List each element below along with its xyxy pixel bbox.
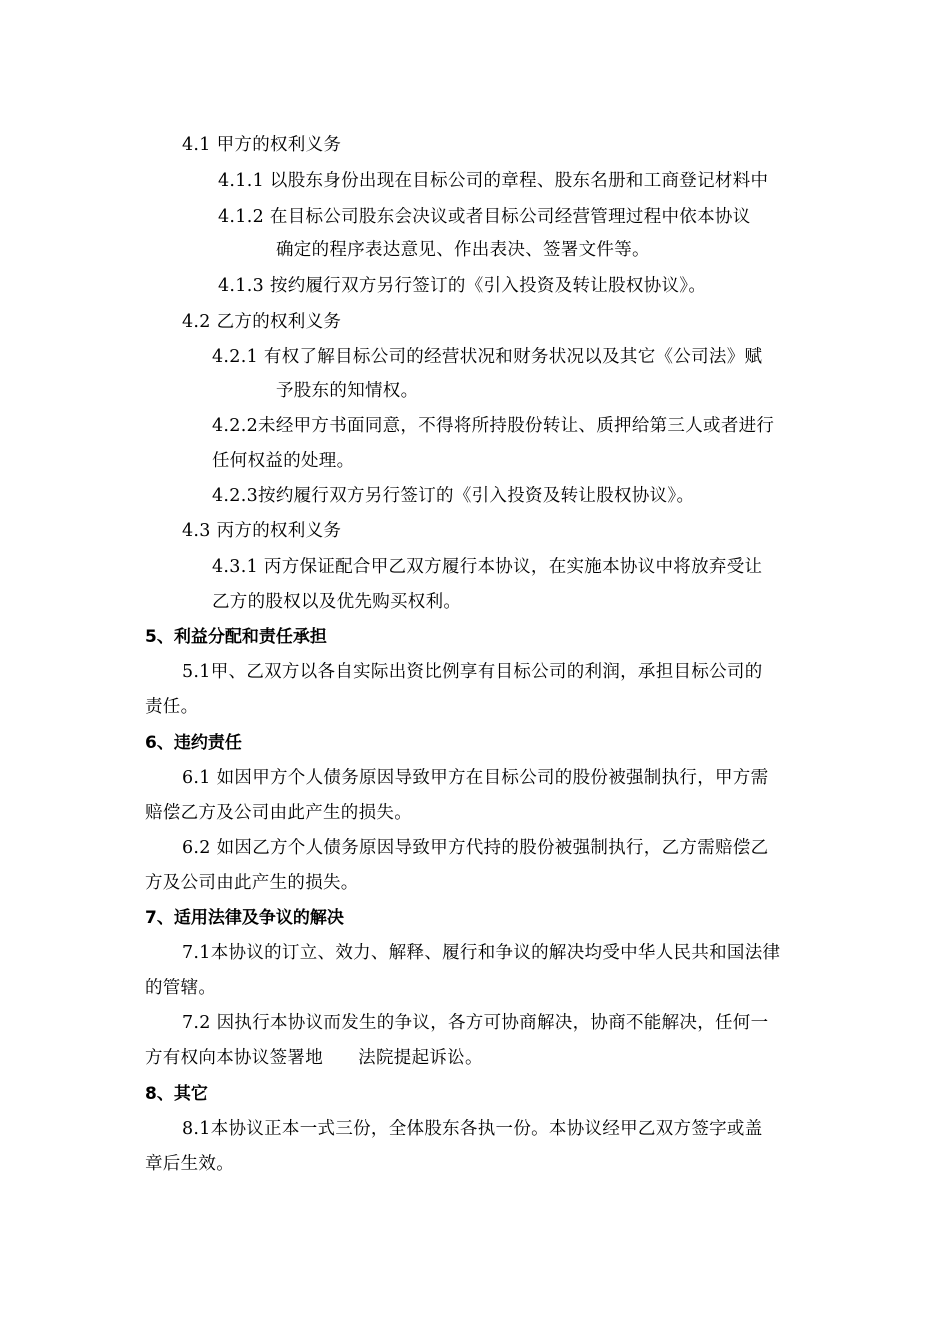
clause-7-2-line1: 7.2 因执行本协议而发生的争议，各方可协商解决，协商不能解决，任何一 — [182, 1013, 769, 1033]
clause-4-2-1-line2: 予股东的知情权。 — [276, 381, 419, 401]
clause-4-2-2-line1: 4.2.2未经甲方书面同意，不得将所持股份转让、质押给第三人或者进行 — [212, 416, 775, 436]
heading-5: 5、利益分配和责任承担 — [145, 627, 327, 647]
section-4-2-title: 4.2 乙方的权利义务 — [182, 312, 342, 332]
clause-5-1-line1: 5.1甲、乙双方以各自实际出资比例享有目标公司的利润，承担目标公司的 — [182, 662, 763, 682]
clause-7-2-line2: 方有权向本协议签署地 法院提起诉讼。 — [145, 1048, 483, 1068]
clause-7-1-line1: 7.1本协议的订立、效力、解释、履行和争议的解决均受中华人民共和国法律 — [182, 943, 781, 963]
clause-6-1-line2: 赔偿乙方及公司由此产生的损失。 — [145, 803, 412, 823]
clause-4-3-1-line1: 4.3.1 丙方保证配合甲乙双方履行本协议，在实施本协议中将放弃受让 — [212, 557, 763, 577]
clause-8-1-line1: 8.1本协议正本一式三份，全体股东各执一份。本协议经甲乙双方签字或盖 — [182, 1119, 763, 1139]
section-4-1-title: 4.1 甲方的权利义务 — [182, 135, 342, 155]
heading-8: 8、其它 — [145, 1084, 208, 1104]
clause-4-1-1: 4.1.1 以股东身份出现在目标公司的章程、股东名册和工商登记材料中 — [218, 171, 769, 191]
clause-6-2-line2: 方及公司由此产生的损失。 — [145, 873, 359, 893]
clause-7-1-line2: 的管辖。 — [145, 978, 217, 998]
clause-4-2-2-line2: 任何权益的处理。 — [212, 451, 355, 471]
section-4-3-title: 4.3 丙方的权利义务 — [182, 521, 342, 541]
clause-4-2-1-line1: 4.2.1 有权了解目标公司的经营状况和财务状况以及其它《公司法》赋 — [212, 347, 763, 367]
clause-4-3-1-line2: 乙方的股权以及优先购买权利。 — [212, 592, 462, 612]
clause-4-1-2-line1: 4.1.2 在目标公司股东会决议或者目标公司经营管理过程中依本协议 — [218, 207, 751, 227]
clause-4-1-2-line2: 确定的程序表达意见、作出表决、签署文件等。 — [276, 240, 650, 260]
clause-6-2-line1: 6.2 如因乙方个人债务原因导致甲方代持的股份被强制执行，乙方需赔偿乙 — [182, 838, 769, 858]
clause-8-1-line2: 章后生效。 — [145, 1154, 234, 1174]
clause-5-1-line2: 责任。 — [145, 697, 199, 717]
clause-4-1-3: 4.1.3 按约履行双方另行签订的《引入投资及转让股权协议》。 — [218, 276, 707, 296]
heading-6: 6、违约责任 — [145, 733, 242, 753]
heading-7: 7、适用法律及争议的解决 — [145, 908, 344, 928]
clause-6-1-line1: 6.1 如因甲方个人债务原因导致甲方在目标公司的股份被强制执行，甲方需 — [182, 768, 769, 788]
clause-4-2-3: 4.2.3按约履行双方另行签订的《引入投资及转让股权协议》。 — [212, 486, 695, 506]
